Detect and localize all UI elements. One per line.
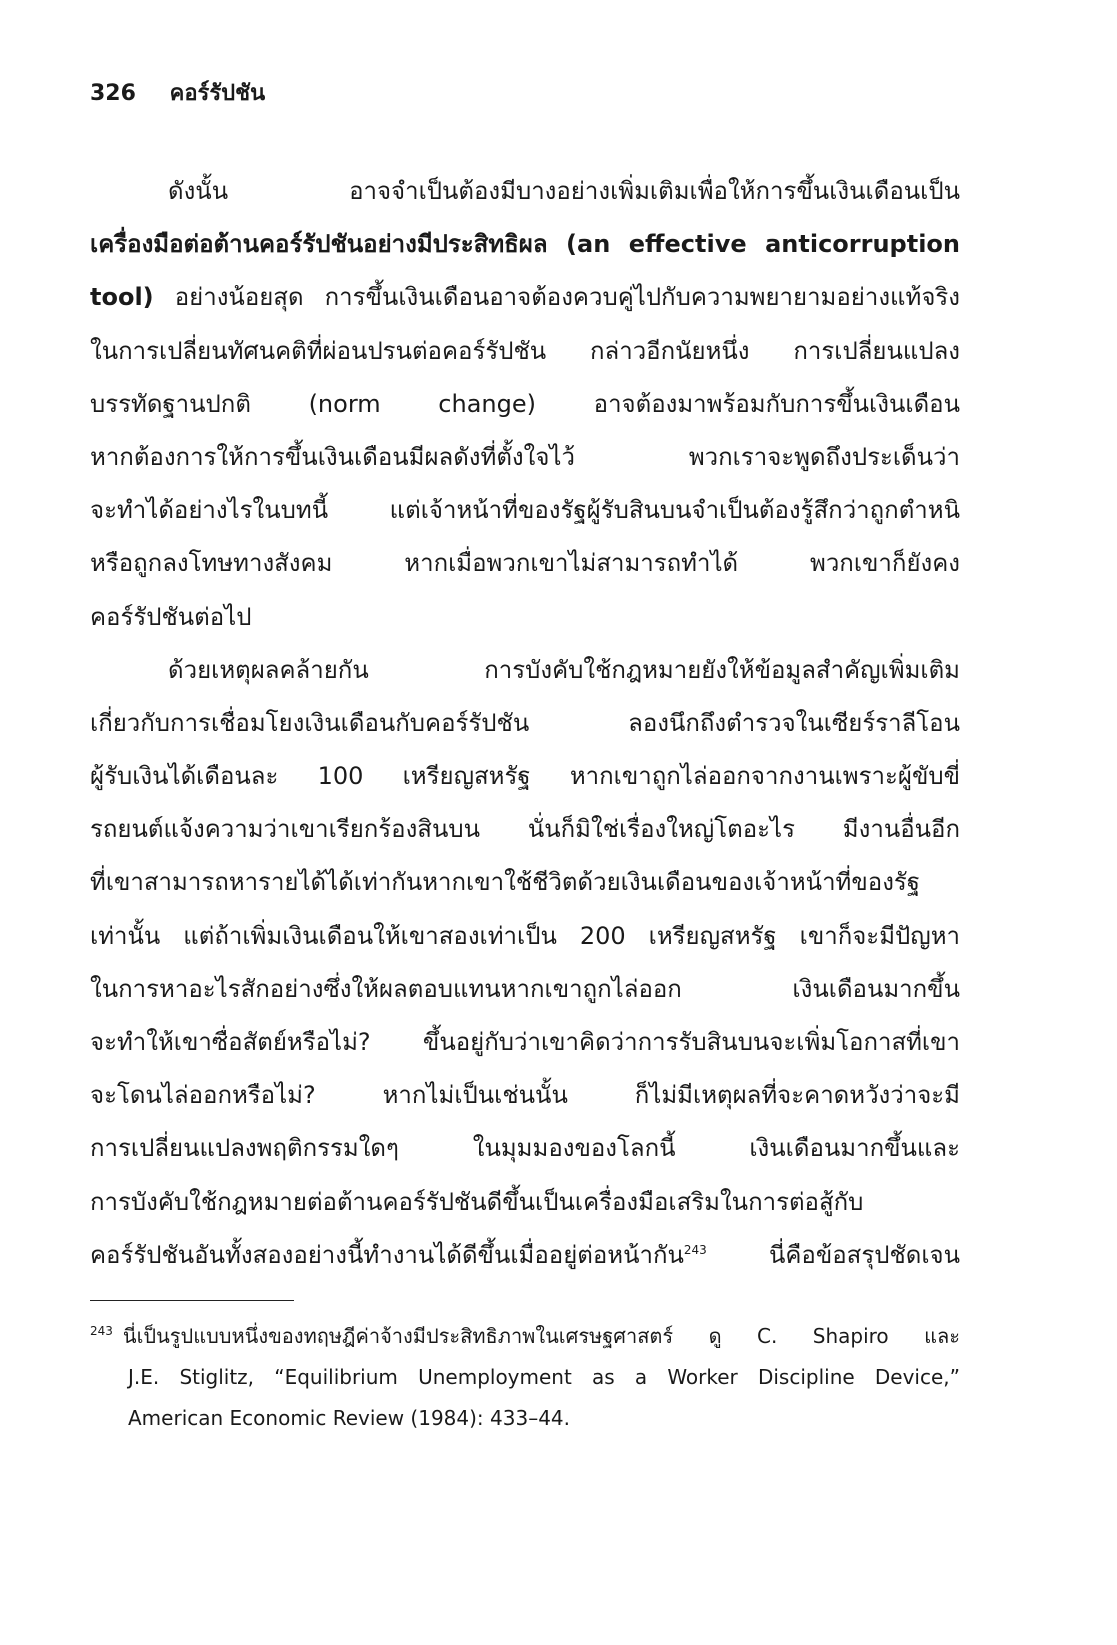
paragraph-2-line: เท่านั้น แต่ถ้าเพิ่มเงินเดือนให้เขาสองเท่าเป็น 200 เหรียญสหรัฐ เขาก็จะมีปัญหา <box>90 921 960 950</box>
footnote-divider <box>90 1300 294 1301</box>
footnote-line <box>90 1316 960 1357</box>
footnote-reference[interactable]: 243 <box>683 1242 707 1257</box>
paragraph-1-line: คอร์รัปชันต่อไป <box>90 602 252 631</box>
paragraph-1-line: หากต้องการให้การขึ้นเงินเดือนมีผลดังที่ตั้งใจไว้ พวกเราจะพูดถึงประเด็นว่า <box>90 442 960 471</box>
paragraph-2-line: จะโดนไล่ออกหรือไม่? หากไม่เป็นเช่นนั้น ก็ไม่มีเหตุผลที่จะคาดหวังว่าจะมี <box>90 1081 960 1110</box>
paragraph-2-line: เกี่ยวกับการเชื่อมโยงเงินเดือนกับคอร์รัปชัน ลองนึกถึงตำรวจในเซียร์ราลีโอน <box>90 708 960 737</box>
paragraph-1-line <box>90 271 960 324</box>
paragraph-2-line: ในการหาอะไรสักอย่างซึ่งให้ผลตอบแทนหากเขาถูกไล่ออก เงินเดือนมากขึ้น <box>90 974 960 1003</box>
paragraph-2-line: การเปลี่ยนแปลงพฤติกรรมใดๆ ในมุมมองของโลกนี้ เงินเดือนมากขึ้นและ <box>90 1134 960 1163</box>
paragraph-2-line <box>90 1229 960 1282</box>
running-title: คอร์รัปชัน <box>169 81 266 106</box>
footnote <box>90 1316 960 1439</box>
bold-term: tool) <box>90 283 154 312</box>
paragraph-2-text: นี่คือข้อสรุปชัดเจน <box>706 1240 960 1269</box>
paragraph-1-line: จะทำได้อย่างไรในบทนี้ แต่เจ้าหน้าที่ของรัฐผู้รับสินบนจำเป็นต้องรู้สึกว่าถูกตำหนิ <box>90 496 960 525</box>
running-header <box>90 78 265 110</box>
paragraph-2-line: จะทำให้เขาซื่อสัตย์หรือไม่? ขึ้นอยู่กับว่าเขาคิดว่าการรับสินบนจะเพิ่มโอกาสที่เขา <box>90 1028 960 1056</box>
paragraph-1-line: ในการเปลี่ยนทัศนคติที่ผ่อนปรนต่อคอร์รัปชัน กล่าวอีกนัยหนึ่ง การเปลี่ยนแปลง <box>90 336 960 365</box>
paragraph-2-text: คอร์รัปชันอันทั้งสองอย่างนี้ทำงานได้ดีขึ้นเมื่ออยู่ต่อหน้ากัน <box>90 1240 684 1269</box>
paragraph-2-line: ผู้รับเงินได้เดือนละ 100 เหรียญสหรัฐ หากเขาถูกไล่ออกจากงานเพราะผู้ขับขี่ <box>90 762 960 791</box>
paragraph-2-line: การบังคับใช้กฎหมายต่อต้านคอร์รัปชันดีขึ้นเป็นเครื่องมือเสริมในการต่อสู้กับ <box>90 1187 864 1216</box>
paragraph-2-line: รถยนต์แจ้งความว่าเขาเรียกร้องสินบน นั่นก็มิใช่เรื่องใหญ่โตอะไร มีงานอื่นอีก <box>90 815 960 844</box>
footnote-number: 243 <box>90 1324 113 1339</box>
paragraph-1-line: หรือถูกลงโทษทางสังคม หากเมื่อพวกเขาไม่สามารถทำได้ พวกเขาก็ยังคง <box>90 549 960 578</box>
paragraph-1-line-bold: เครื่องมือต่อต้านคอร์รัปชันอย่างมีประสิทธิผล (an effective anticorruption <box>90 230 960 259</box>
footnote-line: American Economic Review (1984): 433–44. <box>128 1406 571 1430</box>
paragraph-2-line: ด้วยเหตุผลคล้ายกัน การบังคับใช้กฎหมายยังให้ข้อมูลสำคัญเพิ่มเติม <box>168 655 960 684</box>
paragraph-1-text: อย่างน้อยสุด การขึ้นเงินเดือนอาจต้องควบคู่ไปกับความพยายามอย่างแท้จริง <box>153 283 960 312</box>
paragraph-1-line: ดังนั้น อาจจำเป็นต้องมีบางอย่างเพิ่มเติมเพื่อให้การขึ้นเงินเดือนเป็น <box>168 177 960 205</box>
page-number: 326 <box>90 81 136 106</box>
body-text <box>90 165 960 1282</box>
footnote-text: นี่เป็นรูปแบบหนึ่งของทฤษฎีค่าจ้างมีประสิทธิภาพในเศรษฐศาสตร์ ดู C. Shapiro และ <box>122 1324 960 1348</box>
paragraph-1-line: บรรทัดฐานปกติ (norm change) อาจต้องมาพร้อมกับการขึ้นเงินเดือน <box>90 389 960 418</box>
paragraph-2-line: ที่เขาสามารถหารายได้ได้เท่ากันหากเขาใช้ชีวิตด้วยเงินเดือนของเจ้าหน้าที่ของรัฐ <box>90 868 921 897</box>
footnote-line: J.E. Stiglitz, “Equilibrium Unemployment as a Worker Discipline Device,” <box>128 1365 960 1389</box>
